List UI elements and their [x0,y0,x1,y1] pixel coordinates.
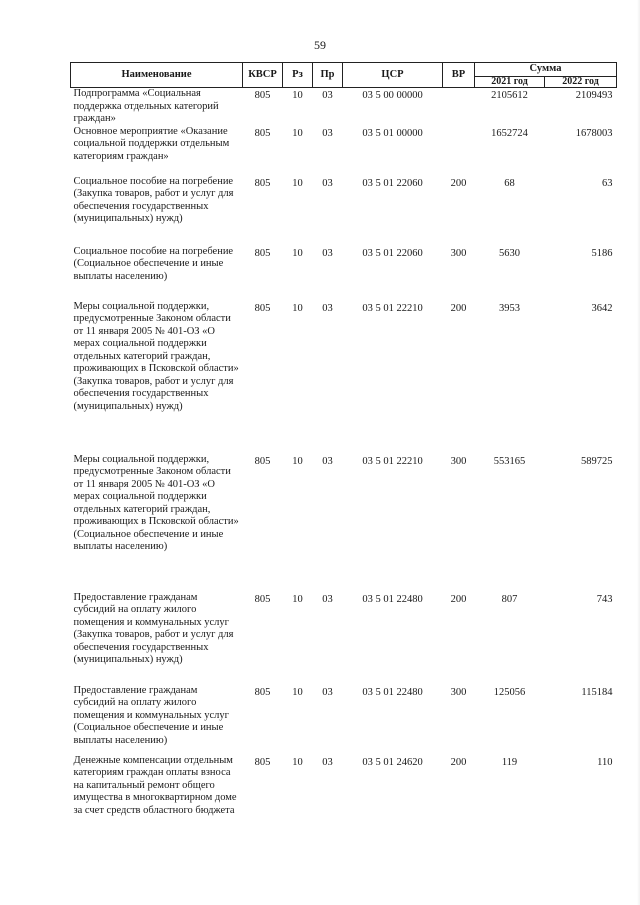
table-row [71,246,617,301]
row-sum-2022: 63 [602,177,613,189]
row-sum-2022: 5186 [591,247,613,259]
row-csr: 03 5 01 22480 [362,686,423,698]
row-name: Денежные компенсации отдельным категориям граждан оплаты взноса на капитальный ремонт общего имущества в многоквартирном доме за счет средств областного бюджета [73,754,237,816]
row-pr: 03 [322,247,333,259]
header-pr: Пр [313,63,343,88]
row-pr: 03 [322,756,333,768]
budget-table-container [70,62,616,837]
row-kvsr: 805 [254,247,271,259]
table-row [71,755,617,837]
row-vr: 200 [450,177,467,189]
row-pr: 03 [322,593,333,605]
row-csr: 03 5 01 22480 [362,593,423,605]
header-name: Наименование [71,63,243,88]
header-vr: ВР [443,63,475,88]
row-rz: 10 [292,247,303,259]
row-sum-2021: 2105612 [475,88,545,126]
row-rz: 10 [292,455,303,467]
row-vr [443,126,475,176]
row-pr: 03 [322,127,333,139]
row-name: Предоставление гражданам субсидий на оплату жилого помещения и коммунальных услуг (Закупка товаров, работ и услуг для обеспечения государственных (муниципальных) нужд) [73,591,234,665]
row-name: Меры социальной поддержки, предусмотренные Законом области от 11 января 2005 № 401-ОЗ «О мерах социальной поддержки отдельных категорий граждан, проживающих в Псковской области» (Закупка товаров, работ и услуг для обеспечения государственных (муниципальных) нужд) [73,300,239,412]
row-kvsr: 805 [254,177,271,189]
table-body [71,88,617,837]
budget-table [70,62,617,837]
row-rz: 10 [283,88,313,126]
table-row [71,685,617,755]
row-name: Меры социальной поддержки, предусмотренные Законом области от 11 января 2005 № 401-ОЗ «О мерах социальной поддержки отдельных категорий граждан, проживающих в Псковской области» (Социальное обеспечение и иные выплаты населению) [73,453,239,552]
row-sum-2022: 3642 [591,302,613,314]
row-name: Основное мероприятие «Оказание социальной поддержки отдельным категориям граждан» [73,125,230,162]
row-vr: 200 [450,302,467,314]
header-rz: Рз [283,63,313,88]
row-kvsr: 805 [254,756,271,768]
row-name: Предоставление гражданам субсидий на оплату жилого помещения и коммунальных услуг (Социальное обеспечение и иные выплаты населению) [73,684,229,746]
row-sum-2022: 115184 [581,686,613,698]
row-sum-2022: 743 [596,593,613,605]
table-row [71,592,617,685]
row-sum-2021: 125056 [493,686,526,698]
row-csr: 03 5 01 22210 [362,455,423,467]
header-year-2022: 2022 год [545,77,617,88]
header-year-2021: 2021 год [475,77,545,88]
row-sum-2021: 5630 [499,247,520,259]
row-kvsr: 805 [254,686,271,698]
row-sum-2022: 1678003 [575,127,613,139]
row-csr: 03 5 01 00000 [362,127,423,139]
row-csr: 03 5 01 22060 [362,247,423,259]
header-kvsr: КВСР [243,63,283,88]
table-row [71,88,617,126]
row-vr: 200 [450,756,467,768]
row-csr: 03 5 01 24620 [362,756,423,768]
row-kvsr: 805 [243,88,283,126]
row-kvsr: 805 [254,302,271,314]
row-kvsr: 805 [254,455,271,467]
row-kvsr: 805 [254,593,271,605]
header-csr: ЦСР [343,63,443,88]
row-name: Социальное пособие на погребение (Социальное обеспечение и иные выплаты населению) [73,245,234,282]
row-vr: 300 [450,247,467,259]
row-vr [443,88,475,126]
row-rz: 10 [292,686,303,698]
row-csr: 03 5 01 22210 [362,302,423,314]
row-sum-2021: 68 [504,177,515,189]
table-row [71,454,617,592]
row-name: Социальное пособие на погребение (Закупка товаров, работ и услуг для обеспечения государственных (муниципальных) нужд) [73,175,234,224]
row-rz: 10 [292,593,303,605]
table-row [71,301,617,454]
row-kvsr: 805 [254,127,271,139]
row-csr: 03 5 00 00000 [343,88,443,126]
row-name: Подпрограмма «Социальная поддержка отдельных категорий граждан» [71,88,243,126]
row-sum-2022: 110 [597,756,613,768]
row-pr: 03 [322,302,333,314]
table-row [71,126,617,176]
row-pr: 03 [322,455,333,467]
row-rz: 10 [292,177,303,189]
row-rz: 10 [292,756,303,768]
row-rz: 10 [292,302,303,314]
table-header [71,63,617,88]
row-vr: 300 [450,686,467,698]
row-pr: 03 [322,177,333,189]
row-sum-2022: 589725 [581,455,613,467]
row-sum-2021: 553165 [493,455,526,467]
row-sum-2022: 2109493 [545,88,617,126]
row-csr: 03 5 01 22060 [362,177,423,189]
page-number: 59 [314,38,326,52]
row-rz: 10 [292,127,303,139]
row-sum-2021: 1652724 [491,127,528,139]
row-sum-2021: 119 [501,756,518,768]
row-vr: 300 [450,455,467,467]
row-vr: 200 [450,593,467,605]
table-row [71,176,617,246]
row-pr: 03 [313,88,343,126]
header-sum: Сумма [475,63,617,77]
row-pr: 03 [322,686,333,698]
row-sum-2021: 3953 [499,302,520,314]
row-sum-2021: 807 [501,593,518,605]
